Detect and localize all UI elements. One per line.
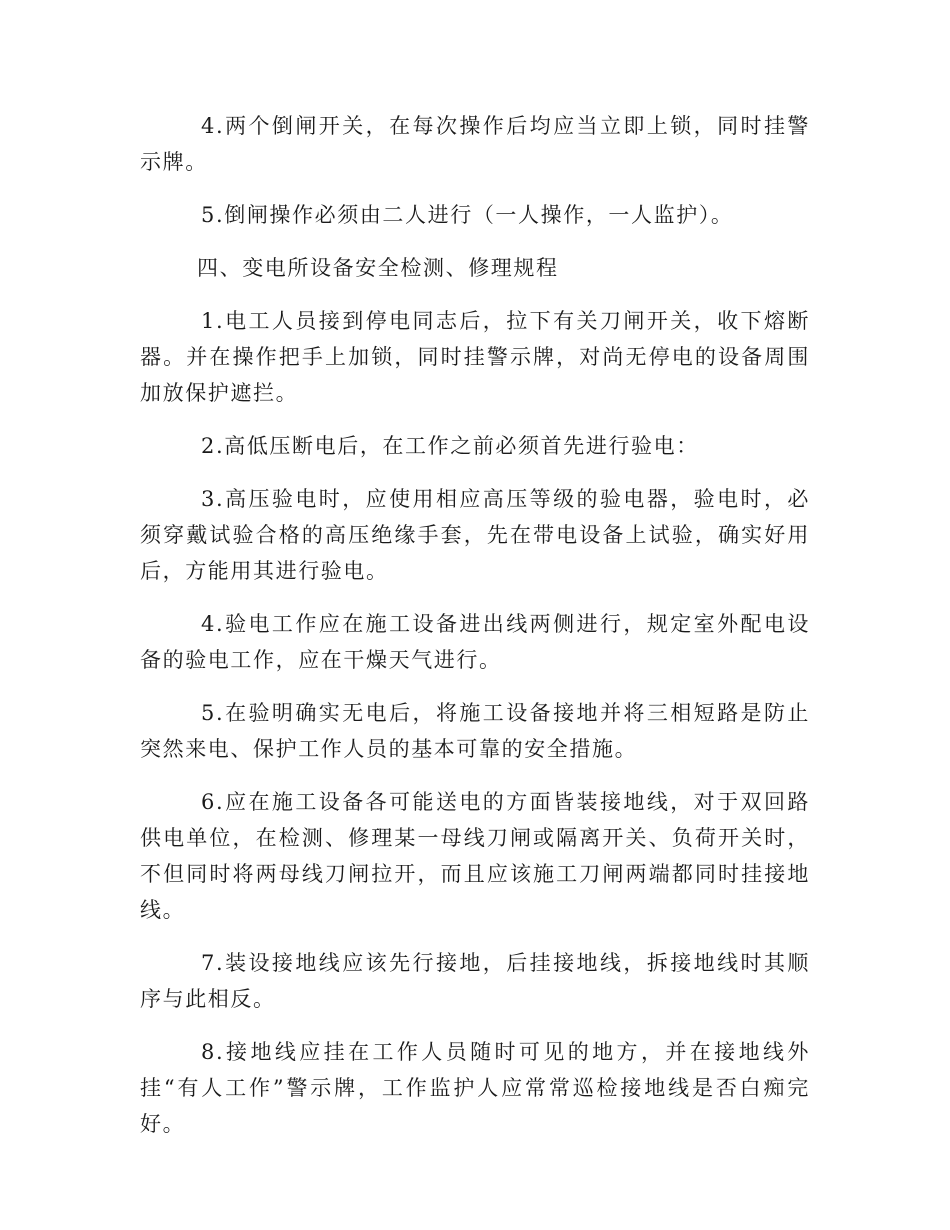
paragraph-item-8: 8.接地线应挂在工作人员随时可见的地方，并在接地线外挂“有人工作”警示牌，工作监护人应常常巡检接地线是否白痴完好。 (140, 1040, 810, 1136)
paragraph-item-2: 2.高低压断电后，在工作之前必须首先进行验电： (201, 434, 699, 458)
paragraph-item-7: 7.装设接地线应该先行接地，后挂接地线，拆接地线时其顺序与此相反。 (140, 951, 810, 1011)
paragraph-prev-item-5: 5.倒闸操作必须由二人进行（一人操作，一人监护）。 (201, 203, 734, 227)
paragraph-item-4: 4.验电工作应在施工设备进出线两侧进行，规定室外配电设备的验电工作，应在干燥天气进行。 (140, 612, 810, 672)
paragraph-item-1: 1.电工人员接到停电同志后，拉下有关刀闸开关，收下熔断器。并在操作把手上加锁，同时挂警示牌，对尚无停电的设备周围加放保护遮拦。 (140, 309, 810, 405)
paragraph-item-3: 3.高压验电时，应使用相应高压等级的验电器，验电时，必须穿戴试验合格的高压绝缘手套，先在带电设备上试验，确实好用后，方能用其进行验电。 (140, 487, 810, 583)
paragraph-item-5: 5.在验明确实无电后，将施工设备接地并将三相短路是防止突然来电、保护工作人员的基本可靠的安全措施。 (140, 701, 810, 761)
document-body (140, 108, 810, 1159)
paragraph-prev-item-4: 4.两个倒闸开关，在每次操作后均应当立即上锁，同时挂警示牌。 (140, 114, 810, 174)
paragraph-item-6: 6.应在施工设备各可能送电的方面皆装接地线，对于双回路供电单位，在检测、修理某一母线刀闸或隔离开关、负荷开关时，不但同时将两母线刀闸拉开，而且应该施工刀闸两端都同时挂接地线。 (140, 790, 810, 922)
section-heading: 四、变电所设备安全检测、修理规程 (197, 256, 559, 280)
